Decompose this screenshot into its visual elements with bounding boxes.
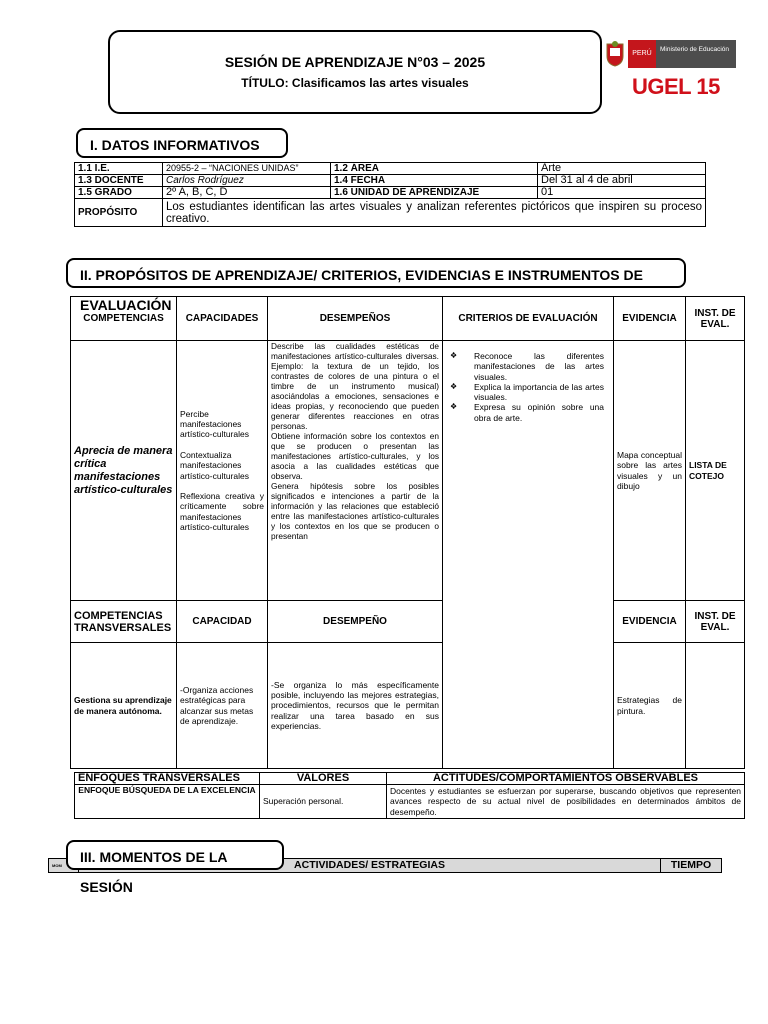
header-moments: MOM (49, 859, 79, 873)
header-capacities: CAPACIDADES (177, 297, 268, 341)
ministry-label: Ministerio de Educación (656, 40, 736, 68)
criteria-item: ❖ Reconoce las diferentes manifestaciones de las artes visuales. (474, 351, 604, 382)
header-instrument: INST. DE EVAL. (686, 297, 745, 341)
header-activities: ACTIVIDADES/ ESTRATEGIAS (79, 859, 661, 873)
capacity-item: Percibe manifestaciones artístico-culturales (180, 408, 249, 440)
table-row (75, 199, 706, 227)
transversal-performance-cell: -Se organiza lo más específicamente posible, incluyendo las mejores estrategias, procedimientos, recursos que le permitan realizar una tarea basado en sus experiencias. (268, 643, 443, 769)
attitude-cell: Docentes y estudiantes se esfuerzan por superarse, buscando objetivos que representen avances respecto de su actual nivel de posibilidades en determinados ámbitos de desempeño. (387, 785, 745, 819)
cell-value: Arte (538, 163, 706, 175)
transversal-instrument-cell (686, 643, 745, 769)
general-data-table (74, 162, 706, 227)
evidence-cell: Mapa conceptual sobre las artes visuales y un dibujo (614, 341, 686, 601)
header-approaches: ENFOQUES TRANSVERSALES (75, 773, 260, 785)
header-attitudes: ACTITUDES/COMPORTAMIENTOS OBSERVABLES (387, 773, 745, 785)
criteria-item: ❖ Explica la importancia de las artes visuales. (474, 382, 604, 403)
table-row (75, 785, 745, 819)
header-performance: DESEMPEÑO (268, 601, 443, 643)
header-performances: DESEMPEÑOS (268, 297, 443, 341)
cell-label: 1.4 FECHA (331, 175, 538, 187)
peru-shield-logo (603, 40, 627, 68)
approach-cell: ENFOQUE BÚSQUEDA DE LA EXCELENCIA (75, 785, 260, 819)
cell-label: 1.3 DOCENTE (75, 175, 163, 187)
competence-cell: Aprecia de manera crítica manifestaciones artístico-culturales (71, 341, 177, 601)
header-criteria: CRITERIOS DE EVALUACIÓN (443, 297, 614, 341)
instrument-cell: LISTA DE COTEJO (686, 341, 745, 601)
header-transversal-competencies: COMPETENCIAS TRANSVERSALES (71, 601, 177, 643)
criteria-cell (443, 341, 614, 769)
table-row (71, 341, 745, 601)
table-row (75, 187, 706, 199)
value-cell: Superación personal. (260, 785, 387, 819)
session-title: SESIÓN DE APRENDIZAJE N°03 – 2025 (224, 54, 486, 70)
session-title-box (108, 30, 602, 114)
cell-label: 1.5 GRADO (75, 187, 163, 199)
transversal-capacity-cell: -Organiza acciones estratégicas para alcanzar sus metas de aprendizaje. (177, 643, 268, 769)
table-header-row (71, 601, 745, 643)
table-row (75, 175, 706, 187)
capacity-item: Reflexiona creativa y críticamente sobre manifestaciones artístico-culturales (180, 491, 264, 532)
ministry-logo (628, 40, 736, 68)
header-values: VALORES (260, 773, 387, 785)
table-row (71, 643, 745, 769)
cell-label: 1.1 I.E. (75, 163, 163, 175)
header-capacity: CAPACIDAD (177, 601, 268, 643)
cell-label: 1.2 ÁREA (331, 163, 538, 175)
cell-value: Carlos Rodríguez (163, 175, 331, 187)
session-subtitle: TÍTULO: Clasificamos las artes visuales (241, 76, 469, 90)
cell-value: 2º A, B, C, D (163, 187, 331, 199)
header-evidence: EVIDENCIA (614, 297, 686, 341)
performance-cell: Describe las cualidades estéticas de manifestaciones artístico-culturales diversas. Ejemplo: la textura de un tejido, los contrastes de colores de una pintura o el timbre de un instrumento musical) asociándolas a emociones, sensaciones e ideas propias, y reconociendo que pueden generar diferentes reacciones en otras personas. Obtiene información sobre los contextos en que se producen o presentan las manifestaciones artístico-culturales, y los asocia a las cualidades estéticas que observa. Genera hipótesis sobre los posibles significados e intenciones a partir de la información y las relaciones que estableció entre las manifestaciones artístico-culturales y los contextos en los que se producen o presentan (268, 341, 443, 601)
header-t-instrument: INST. DE EVAL. (686, 601, 745, 643)
transversal-approaches-table (74, 772, 745, 819)
capacities-cell (177, 341, 268, 601)
table-row (75, 163, 706, 175)
table-header-row (75, 773, 745, 785)
cell-value: Del 31 al 4 de abril (538, 175, 706, 187)
cell-value: 20955-2 – “NACIONES UNIDAS” (163, 163, 331, 175)
section-1-heading: I. DATOS INFORMATIVOS (76, 128, 288, 158)
transversal-competence-cell: Gestiona su aprendizaje de manera autónoma. (71, 643, 177, 769)
cell-value: 01 (538, 187, 706, 199)
ugel-logo: UGEL 15 (632, 74, 720, 99)
peru-label: PERÚ (628, 40, 656, 68)
learning-purposes-table (70, 296, 745, 769)
purpose-label: PROPÓSITO (75, 199, 163, 227)
transversal-evidence-cell: Estrategias de pintura. (614, 643, 686, 769)
header-time: TIEMPO (661, 859, 722, 873)
section-3-heading: III. MOMENTOS DE LA SESIÓN (66, 840, 284, 870)
cell-label: 1.6 UNIDAD DE APRENDIZAJE (331, 187, 538, 199)
section-2-heading: II. PROPÓSITOS DE APRENDIZAJE/ CRITERIOS, EVIDENCIAS E INSTRUMENTOS DE EVALUACIÓN (66, 258, 686, 288)
header-t-evidence: EVIDENCIA (614, 601, 686, 643)
purpose-text: Los estudiantes identifican las artes visuales y analizan referentes pictóricos que inspiren su proceso creativo. (163, 199, 706, 227)
capacity-item: Contextualiza manifestaciones artístico-culturales (180, 449, 249, 481)
criteria-item: ❖ Expresa su opinión sobre una obra de arte. (474, 402, 604, 423)
